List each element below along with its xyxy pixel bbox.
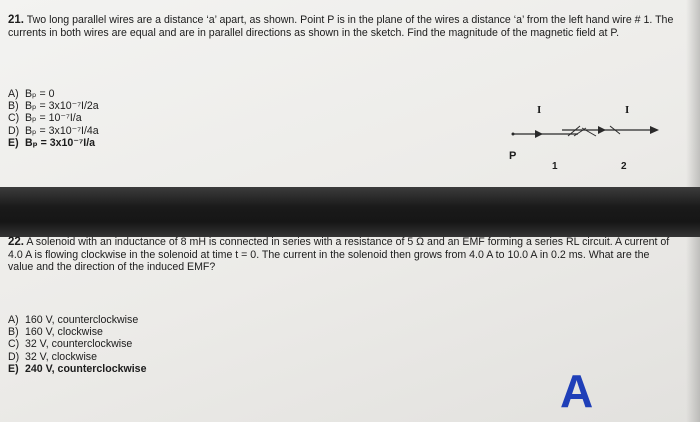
question-21-number: 21. — [8, 14, 24, 26]
question-22-body: A solenoid with an inductance of 8 mH is connected in series with a resistance of 5 Ω and an EMF forming a series RL circuit. A current of 4.0 A is flowing clockwise in the solenoid at time t = 0. The current in the solenoid then grows from 4.0 A to 10.0 A in 0.2 ms. What are the value and the direction of the induced EMF? — [8, 236, 670, 274]
choice-text: Bₚ = 0 — [24, 88, 55, 100]
choice-letter: E) — [8, 362, 19, 375]
current-label-1: I — [537, 104, 542, 116]
point-p-label: P — [509, 150, 517, 162]
choice-text: Bₚ = 10⁻⁷I/a — [24, 112, 82, 125]
wire-1-arrow-icon — [535, 130, 543, 138]
wire-2-mid-arrow-icon — [598, 126, 606, 134]
choice-text: Bₚ = 3x10⁻⁷I/2a — [24, 100, 99, 113]
q21-choice-a — [8, 88, 99, 100]
q22-choice-d — [8, 351, 146, 363]
q22-choice-e — [8, 363, 146, 375]
q22-choice-b — [8, 326, 146, 338]
choice-text: 32 V, counterclockwise — [24, 338, 133, 351]
q22-choice-a — [8, 314, 146, 326]
question-22-choices — [8, 314, 146, 375]
wire-label-1: 1 — [552, 161, 558, 172]
choice-letter: A) — [8, 88, 19, 100]
wire-2-arrow-icon — [650, 126, 659, 134]
answer-mark: A — [560, 365, 594, 417]
q21-choice-e — [8, 137, 99, 149]
choice-text: 160 V, clockwise — [24, 326, 103, 339]
question-21-choices — [8, 88, 99, 149]
current-label-2: I — [625, 104, 630, 116]
choice-letter: E) — [8, 136, 19, 149]
choice-letter: B) — [8, 326, 19, 339]
sketch-stroke — [582, 128, 596, 136]
choice-text: 160 V, counterclockwise — [24, 314, 139, 326]
choice-letter: D) — [8, 350, 20, 363]
photo-dark-band — [0, 187, 700, 237]
question-21-body: Two long parallel wires are a distance ‘a’ apart, as shown. Point P is in the plane of the wires a distance ‘a’ from the left hand wire # 1. The currents in both wires are equal and are in parallel directions as shown in the sketch. Find the magnitude of the magnetic field at P. — [8, 14, 674, 39]
choice-text: Bₚ = 3x10⁻⁷I/a — [24, 136, 96, 149]
choice-letter: B) — [8, 100, 19, 113]
point-p-marker — [512, 133, 515, 136]
q21-choice-c — [8, 112, 99, 124]
choice-text: 240 V, counterclockwise — [24, 362, 147, 375]
q21-choice-b — [8, 100, 99, 112]
choice-letter: C) — [8, 112, 20, 125]
q22-choice-c — [8, 338, 146, 350]
q21-choice-d — [8, 125, 99, 137]
choice-text: 32 V, clockwise — [24, 350, 97, 363]
choice-letter: A) — [8, 314, 19, 326]
parallel-wires-diagram — [470, 90, 670, 180]
choice-letter: C) — [8, 338, 20, 351]
choice-letter: D) — [8, 124, 20, 137]
question-22-number: 22. — [8, 236, 24, 248]
question-22-text — [8, 236, 676, 274]
wire-label-2: 2 — [621, 161, 627, 172]
question-21-text — [8, 14, 688, 39]
choice-text: Bₚ = 3x10⁻⁷I/4a — [24, 124, 99, 137]
